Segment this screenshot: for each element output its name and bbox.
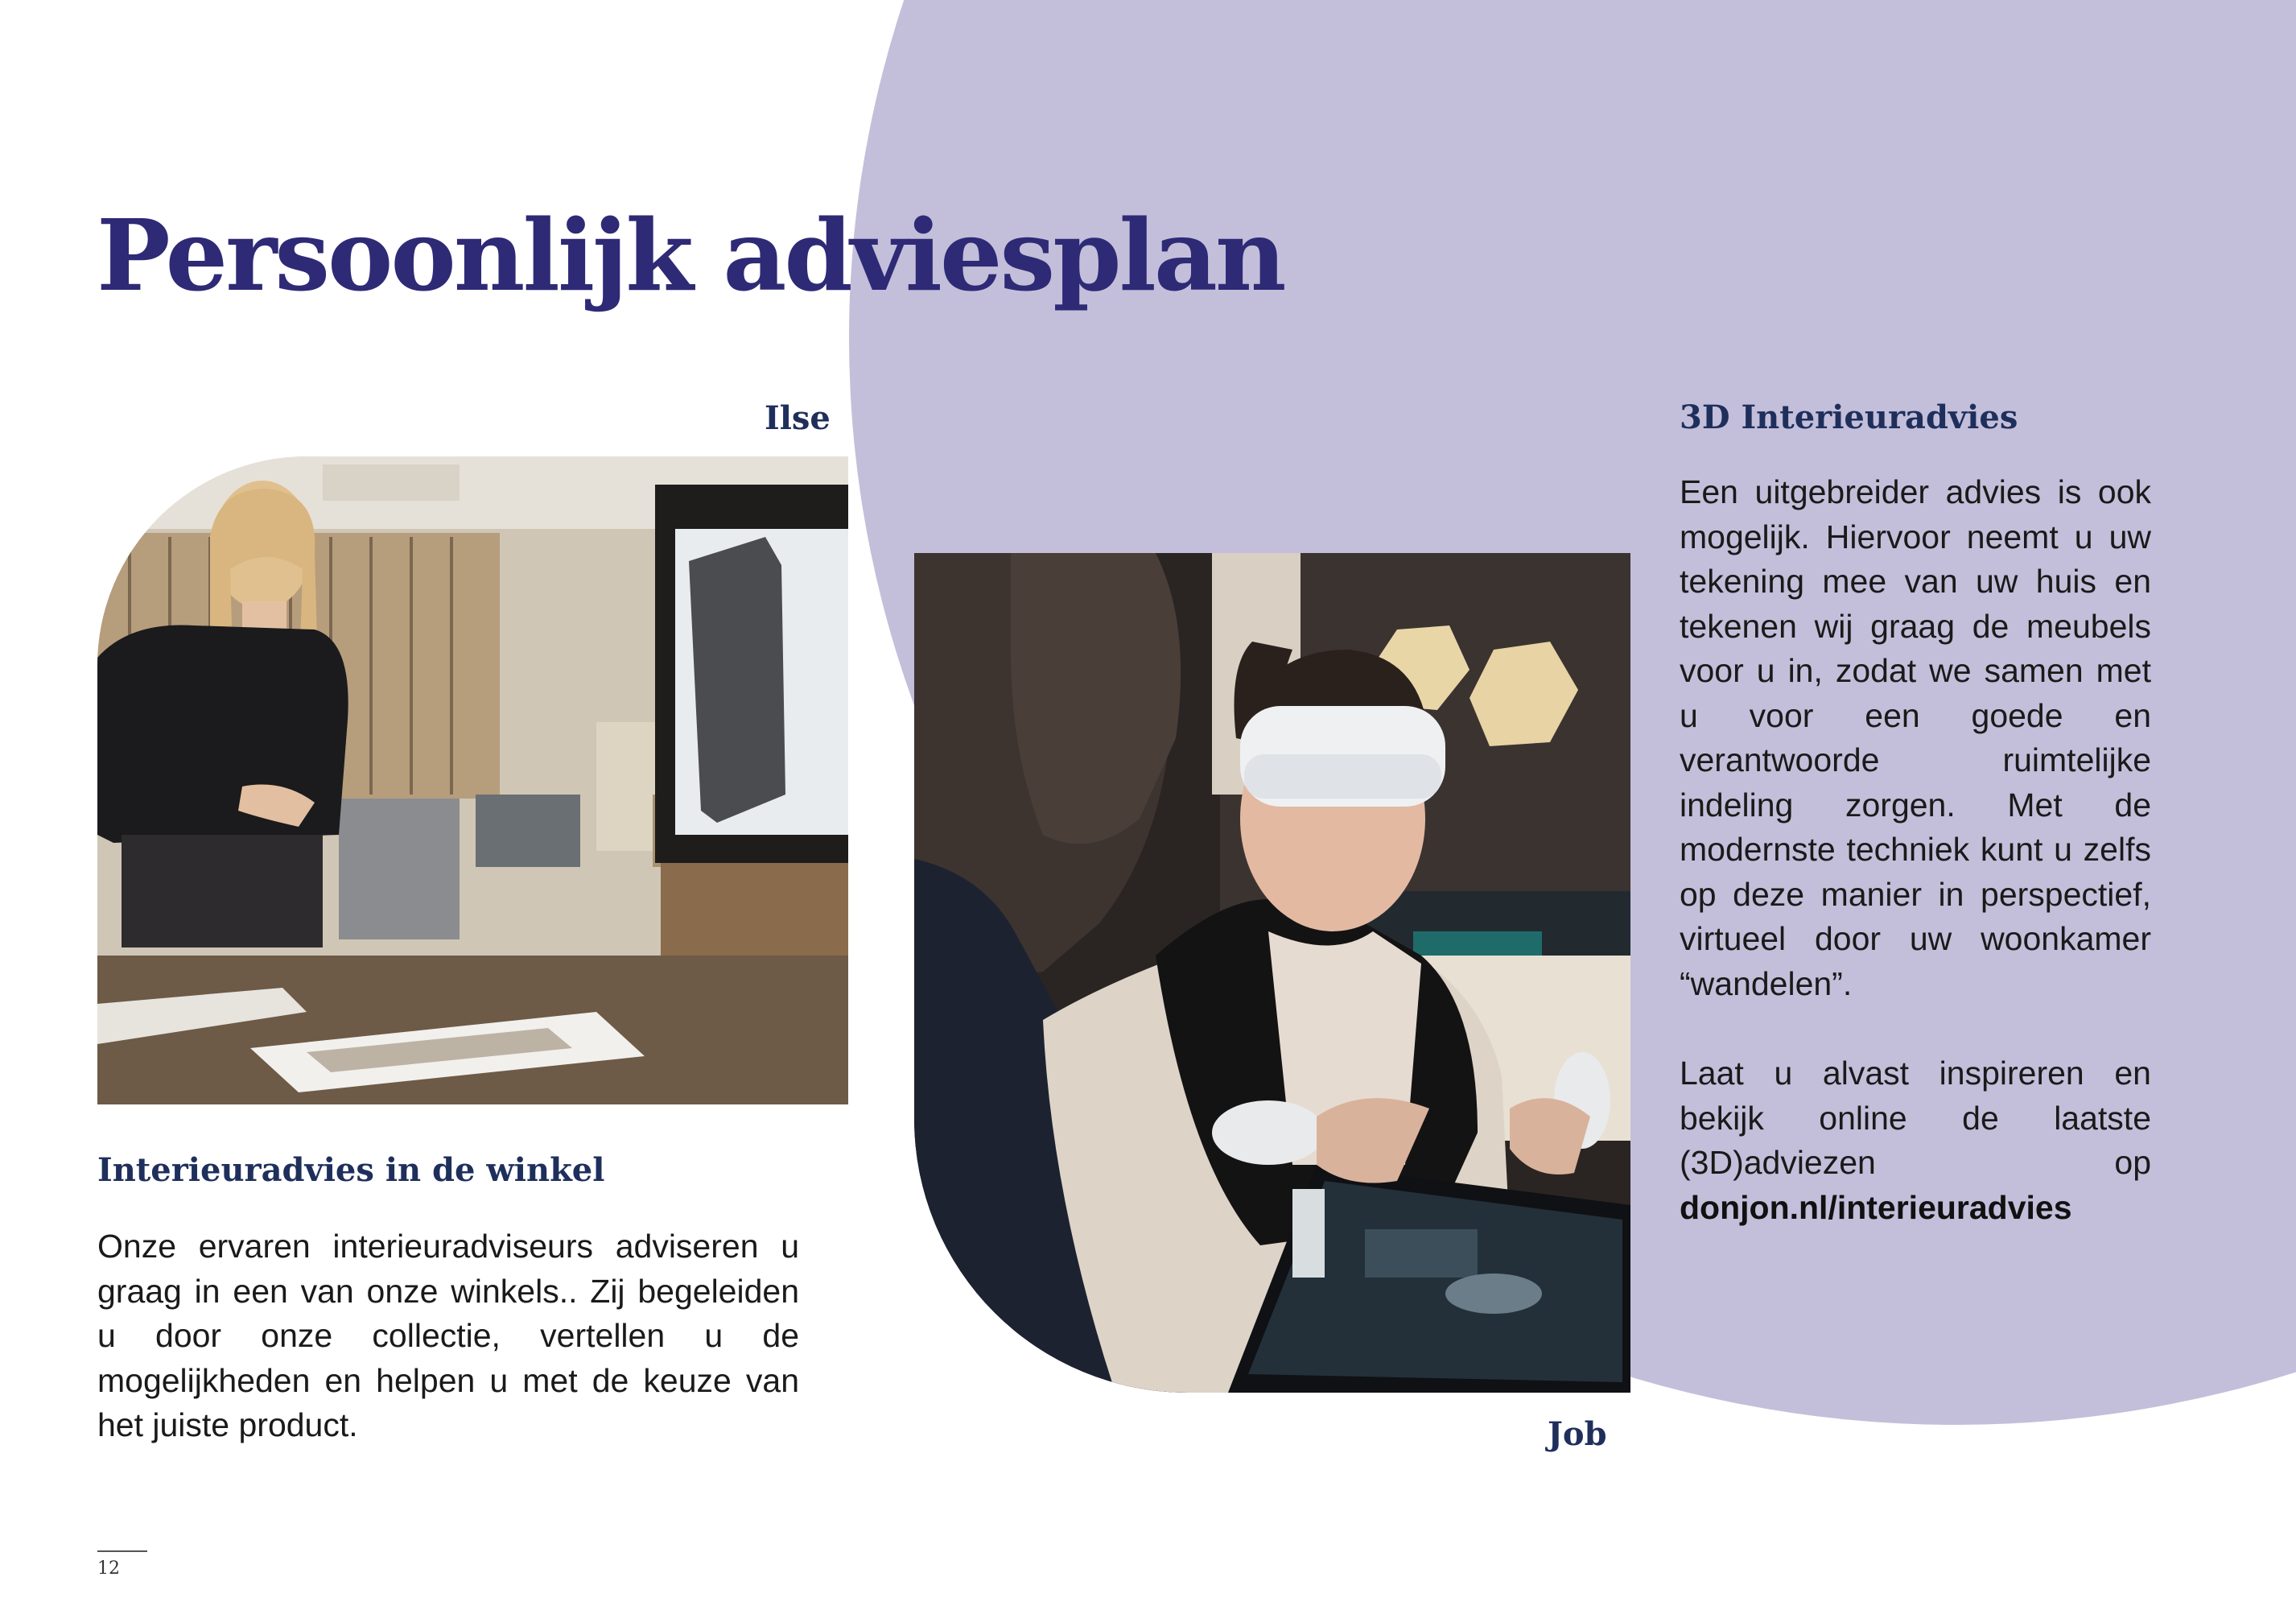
store-advice-text: Onze ervaren interieuradviseurs adviseren u graag in een van onze winkels.. Zij begeleiden u door onze collectie, vertellen u de mogelijkheden en helpen u met de keuze van het juiste product. [97,1228,799,1443]
photo-caption-job: Job [1548,1415,1607,1453]
page-title: Persoonlijk adviesplan [97,197,1284,313]
3d-advice-text: Een uitgebreider advies is ook mogelijk. Hiervoor neemt u uw tekening mee van uw huis en tekenen wij graag de meubels voor u in, zodat we samen met u voor een goede en verantwoorde ruimtelijke indeling zorgen. Met de modernste techniek kunt u zelfs op deze manier in perspectief, virtueel door uw woonkamer “wandelen”. [1680,473,2151,1002]
photo-vr-advice [914,553,1630,1393]
photo-store-advice [97,456,848,1104]
photo-caption-ilse: Ilse [765,399,831,437]
inspiration-text-prefix: Laat u alvast inspireren en bekijk online de laatste (3D)adviezen op [1680,1055,2151,1181]
section-heading-3d-advice: 3D Interieuradvies [1680,398,2018,436]
page-number-rule [97,1550,147,1552]
inspiration-text [1680,1051,2151,1230]
website-link[interactable]: donjon.nl/interieuradvies [1680,1188,2072,1226]
section-heading-store-advice: Interieuradvies in de winkel [97,1151,605,1189]
page-number: 12 [97,1558,120,1579]
